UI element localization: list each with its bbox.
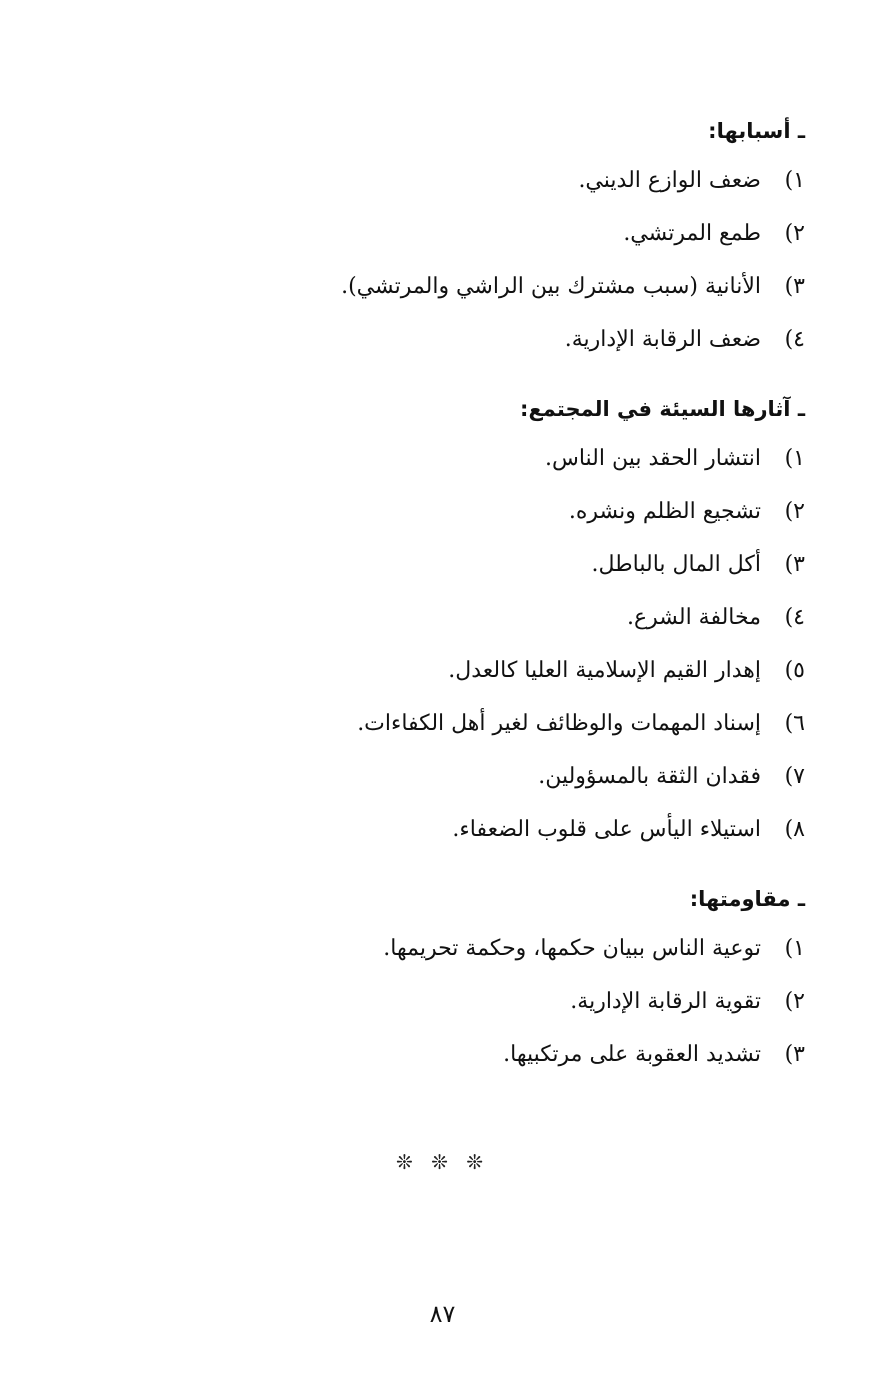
list-item	[245, 803, 805, 856]
item-text: تشديد العقوبة على مرتكبيها.	[503, 1042, 761, 1067]
item-text: إسناد المهمات والوظائف لغير أهل الكفاءات.	[357, 711, 761, 736]
page-content	[245, 108, 805, 1081]
page-number: ٨٧	[429, 1300, 456, 1328]
item-number: ١)	[784, 936, 805, 961]
item-text: مخالفة الشرع.	[626, 605, 761, 630]
item-number: ٢)	[784, 989, 805, 1014]
item-number: ٧)	[784, 764, 805, 789]
section-effects	[245, 386, 805, 856]
section-resistance	[245, 876, 805, 1081]
item-text: الأنانية (سبب مشترك بين الراشي والمرتشي).	[341, 274, 761, 299]
list-item	[245, 644, 805, 697]
list-item	[245, 538, 805, 591]
list-item	[245, 485, 805, 538]
item-number: ٣)	[784, 552, 805, 577]
item-number: ٤)	[784, 327, 805, 352]
list-item	[245, 207, 805, 260]
list-item	[245, 260, 805, 313]
list-item	[245, 1028, 805, 1081]
list-item	[245, 697, 805, 750]
item-text: انتشار الحقد بين الناس.	[544, 446, 761, 471]
item-text: تشجيع الظلم ونشره.	[568, 499, 761, 524]
item-text: إهدار القيم الإسلامية العليا كالعدل.	[448, 658, 761, 683]
item-number: ١)	[784, 446, 805, 471]
item-text: فقدان الثقة بالمسؤولين.	[538, 764, 761, 789]
section-heading: ـ مقاومتها:	[689, 887, 805, 911]
item-number: ٤)	[784, 605, 805, 630]
item-number: ٢)	[784, 221, 805, 246]
item-number: ٢)	[784, 499, 805, 524]
item-number: ٣)	[784, 1042, 805, 1067]
list-item	[245, 313, 805, 366]
item-number: ١)	[784, 168, 805, 193]
item-number: ٥)	[784, 658, 805, 683]
item-text: طمع المرتشي.	[623, 221, 761, 246]
item-number: ٨)	[784, 817, 805, 842]
item-text: تقوية الرقابة الإدارية.	[570, 989, 761, 1014]
item-text: توعية الناس ببيان حكمها، وحكمة تحريمها.	[383, 936, 761, 961]
item-number: ٦)	[784, 711, 805, 736]
list-item	[245, 432, 805, 485]
item-text: أكل المال بالباطل.	[591, 552, 761, 577]
section-separator: ❊ ❊ ❊	[396, 1150, 489, 1174]
list-item	[245, 750, 805, 803]
list-item	[245, 154, 805, 207]
item-text: ضعف الوازع الديني.	[578, 168, 761, 193]
list-item	[245, 591, 805, 644]
list-item	[245, 922, 805, 975]
item-text: استيلاء اليأس على قلوب الضعفاء.	[452, 817, 761, 842]
list-item	[245, 975, 805, 1028]
item-text: ضعف الرقابة الإدارية.	[564, 327, 761, 352]
section-heading: ـ أسبابها:	[708, 119, 805, 143]
section-causes	[245, 108, 805, 366]
section-heading: ـ آثارها السيئة في المجتمع:	[520, 397, 805, 421]
item-number: ٣)	[784, 274, 805, 299]
